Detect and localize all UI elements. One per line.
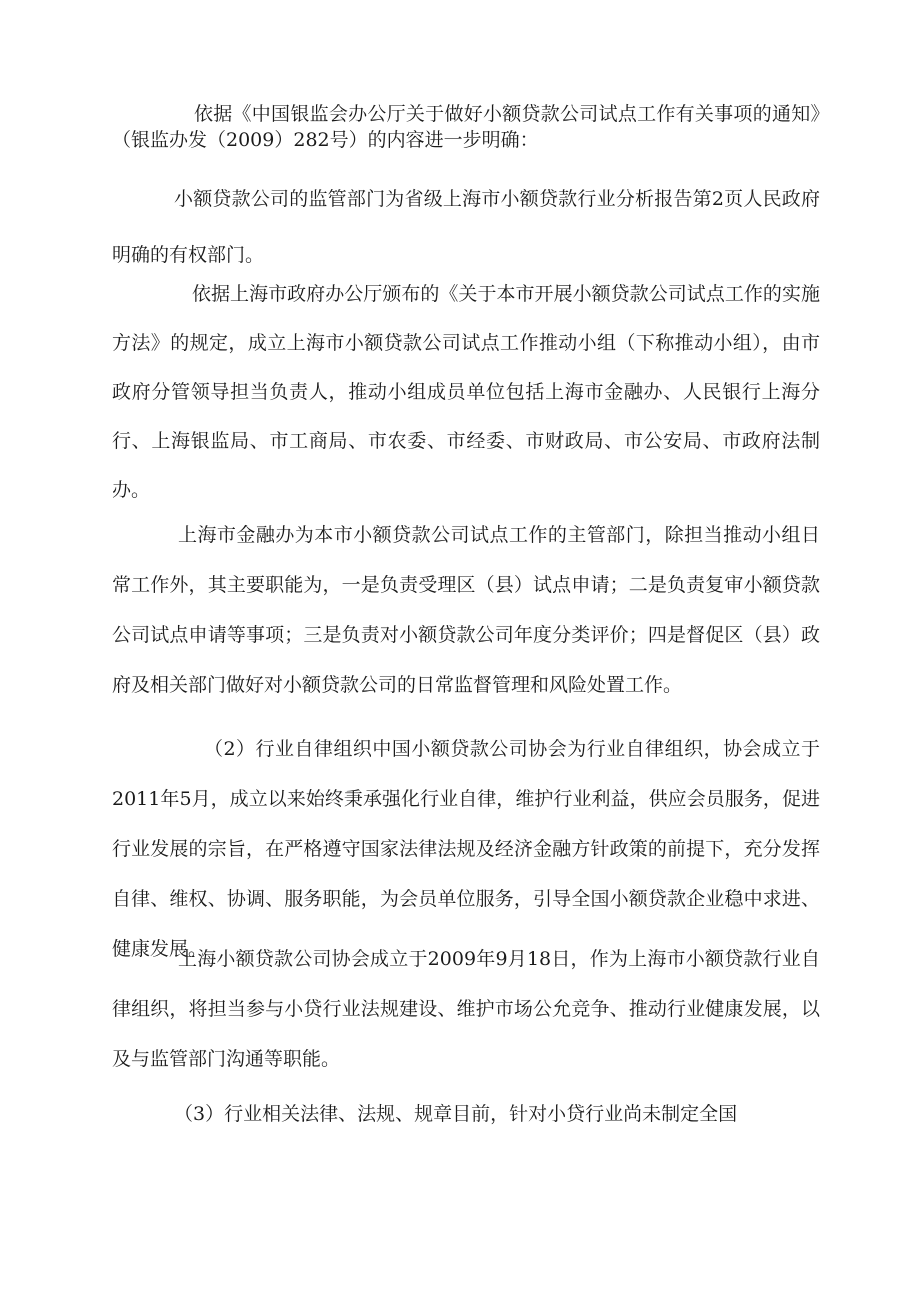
paragraph-shanghai-association: 上海小额贷款公司协会成立于2009年9月18日，作为上海市小额贷款行业自律组织，将担当参与小贷行业法规建设、维护市场公允竞争、推动行业健康发展，以及与监管部门沟通等职能。	[112, 948, 820, 1070]
paragraph-finance-office: 上海市金融办为本市小额贷款公司试点工作的主管部门，除担当推动小组日常工作外，其主要职能为，一是负责受理区（县）试点申请；二是负责复审小额贷款公司试点申请等事项；三是负责对小额贷款公司年度分类评价；四是督促区（县）政府及相关部门做好对小额贷款公司的日常监督管理和风险处置工作。	[112, 524, 820, 696]
paragraph-notice-reference: 依据《中国银监会办公厅关于做好小额贷款公司试点工作有关事项的通知》（银监办发（2009）282号）的内容进一步明确：	[112, 103, 820, 151]
paragraph-laws-regulations: （3）行业相关法律、法规、规章目前，针对小贷行业尚未制定全国	[174, 1103, 738, 1125]
paragraph-promotion-group: 依据上海市政府办公厅颁布的《关于本市开展小额贷款公司试点工作的实施方法》的规定，成立上海市小额贷款公司试点工作推动小组（下称推动小组），由市政府分管领导担当负责人，推动小组成员单位包括上海市金融办、人民银行上海分行、上海银监局、市工商局、市农委、市经委、市财政局、市公安局、市政府法制办。	[112, 283, 820, 501]
paragraph-regulator: 小额贷款公司的监管部门为省级上海市小额贷款行业分析报告第2页人民政府明确的有权部门。	[112, 188, 820, 266]
paragraph-national-association: （2）行业自律组织中国小额贷款公司协会为行业自律组织，协会成立于2011年5月，成立以来始终秉承强化行业自律，维护行业利益，供应会员服务，促进行业发展的宗旨，在严格遵守国家法律法规及经济金融方针政策的前提下，充分发挥自律、维权、协调、服务职能，为会员单位服务，引导全国小额贷款企业稳中求进、健康发展。	[112, 738, 820, 960]
